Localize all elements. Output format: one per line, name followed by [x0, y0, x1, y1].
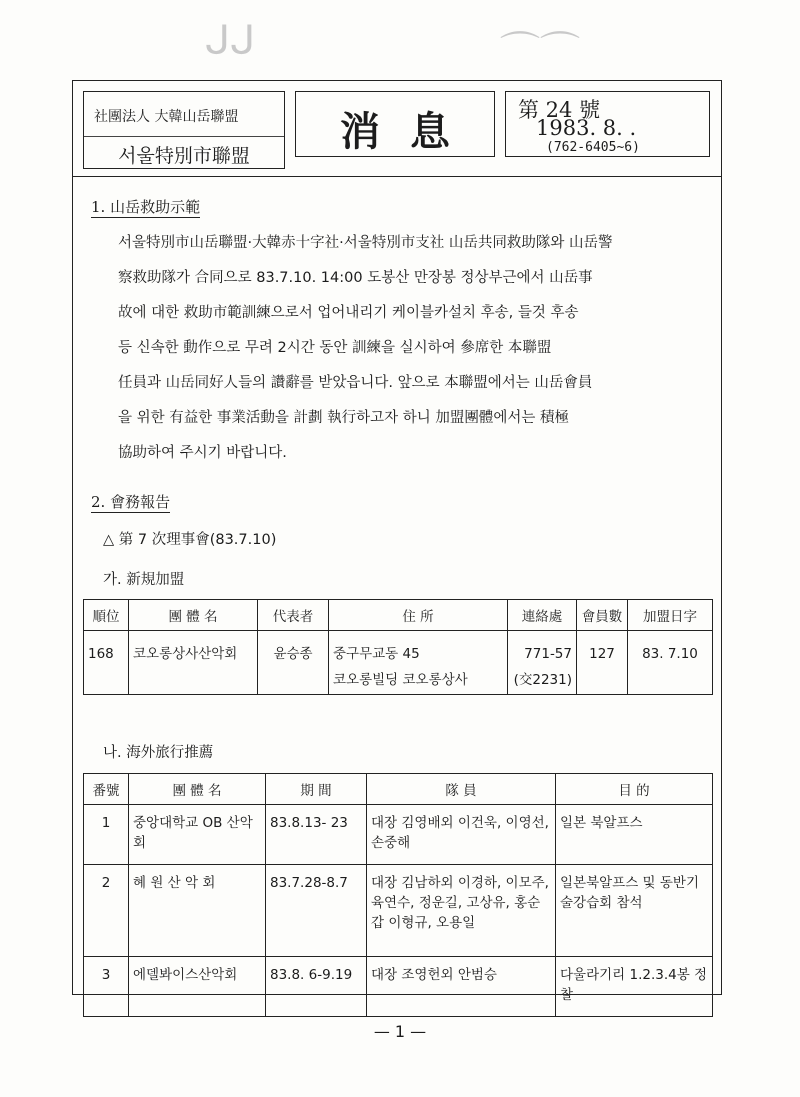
cell-number: 3: [84, 957, 129, 1017]
col-date: 加盟日字: [628, 600, 713, 631]
cell-address: [329, 631, 508, 695]
cell-contact: [508, 631, 577, 695]
cell-period: 83.7.28-8.7: [266, 865, 367, 957]
cell-date: 83. 7.10: [628, 631, 713, 695]
new-members-table: [83, 599, 713, 695]
cell-group-name: 중앙대학교 OB 산악회: [129, 805, 266, 865]
col-rank: 順位: [84, 600, 129, 631]
paragraph-line: 任員과 山岳同好人들의 讚辭를 받았읍니다. 앞으로 本聯盟에서는 山岳會員: [118, 375, 593, 391]
phone-number: (762-6405~6): [546, 140, 640, 155]
paragraph-line: 서울特別市山岳聯盟·大韓赤十字社·서울特別市支社 山岳共同救助隊와 山岳警: [118, 235, 613, 251]
table-row: [84, 865, 713, 957]
section2-heading: [91, 491, 170, 512]
section1-title: 1. 山岳救助示範: [91, 198, 201, 216]
issue-date: 1983. 8. .: [536, 116, 637, 140]
cell-period: 83.8. 6-9.19: [266, 957, 367, 1017]
col-number: 番號: [84, 774, 129, 805]
organization-box: [83, 91, 285, 169]
section1-heading: [91, 196, 200, 217]
paragraph-line: 察救助隊가 合同으로 83.7.10. 14:00 도봉산 만장봉 정상부근에서 山岳事: [118, 270, 593, 286]
table-row: [84, 631, 713, 695]
page-number: — 1 —: [373, 1022, 427, 1041]
bulletin-title-box: [295, 91, 495, 157]
issue-box: [505, 91, 710, 157]
pencil-mark-right: ⌒⌒: [500, 29, 580, 75]
col-address: 住 所: [329, 600, 508, 631]
cell-group-name: 에델봐이스산악회: [129, 957, 266, 1017]
branch-name: 서울特別市聯盟: [84, 136, 284, 168]
table-row: [84, 957, 713, 1017]
col-team-members: 隊 員: [367, 774, 556, 805]
pencil-mark-left: ᒍᒍ: [205, 18, 256, 64]
issue-number: 第 24 號: [518, 98, 601, 122]
bulletin-frame: [72, 80, 722, 1003]
cell-purpose: 일본 북알프스: [556, 805, 713, 865]
paragraph-line: 協助하여 주시기 바랍니다.: [118, 445, 287, 461]
contact-line-2: (交2231): [513, 672, 572, 688]
table-header-row: [84, 774, 713, 805]
cell-rank: 168: [84, 631, 129, 695]
cell-purpose: 다울라기리 1.2.3.4봉 정찰: [556, 957, 713, 1017]
header-divider: [73, 176, 721, 177]
col-group-name: 團 體 名: [129, 774, 266, 805]
col-rep: 代表者: [258, 600, 329, 631]
cell-team-members: 대장 김남하외 이경하, 이모주, 육연수, 정운길, 고상유, 홍순갑 이형규, 오용일: [367, 865, 556, 957]
cell-team-members: 대장 김영배외 이건욱, 이영선, 손중해: [367, 805, 556, 865]
paragraph-line: 故에 대한 救助市範訓練으로서 업어내리기 케이블카설치 후송, 들것 후송: [118, 305, 579, 321]
cell-period: 83.8.13- 23: [266, 805, 367, 865]
cell-name: 코오롱상사산악회: [129, 631, 258, 695]
cell-purpose: 일본북알프스 및 동반기술강습회 참석: [556, 865, 713, 957]
table-header-row: [84, 600, 713, 631]
address-line-2: 코오롱빌딩 코오롱상사: [333, 672, 468, 688]
table-row: [84, 805, 713, 865]
cell-number: 1: [84, 805, 129, 865]
cell-members: 127: [577, 631, 628, 695]
paragraph-line: 을 위한 有益한 事業活動을 計劃 執行하고자 하니 加盟團體에서는 積極: [118, 410, 569, 426]
section1-paragraph: [118, 226, 708, 471]
col-purpose: 目 的: [556, 774, 713, 805]
cell-team-members: 대장 조영헌외 안범승: [367, 957, 556, 1017]
bulletin-header: [73, 81, 721, 176]
cell-number: 2: [84, 865, 129, 957]
bulletin-title: 消息: [340, 108, 480, 155]
cell-rep: 윤승종: [258, 631, 329, 695]
paragraph-line: 등 신속한 動作으로 무려 2시간 동안 訓練을 실시하여 參席한 本聯盟: [118, 340, 552, 356]
col-period: 期 間: [266, 774, 367, 805]
organization-name: 社團法人 大韓山岳聯盟: [94, 109, 239, 125]
section2-title: 2. 會務報告: [91, 493, 171, 511]
col-members: 會員數: [577, 600, 628, 631]
contact-line-1: 771-57: [524, 646, 572, 662]
col-contact: 連絡處: [508, 600, 577, 631]
cell-group-name: 혜 원 산 악 회: [129, 865, 266, 957]
address-line-1: 중구무교동 45: [333, 646, 420, 662]
col-name: 團 體 名: [129, 600, 258, 631]
overseas-trip-table: [83, 773, 713, 1017]
overseas-trip-heading: 나. 海外旅行推薦: [103, 745, 214, 761]
new-members-heading: 가. 新規加盟: [103, 572, 185, 588]
meeting-line: △ 第 7 次理事會(83.7.10): [103, 532, 277, 548]
